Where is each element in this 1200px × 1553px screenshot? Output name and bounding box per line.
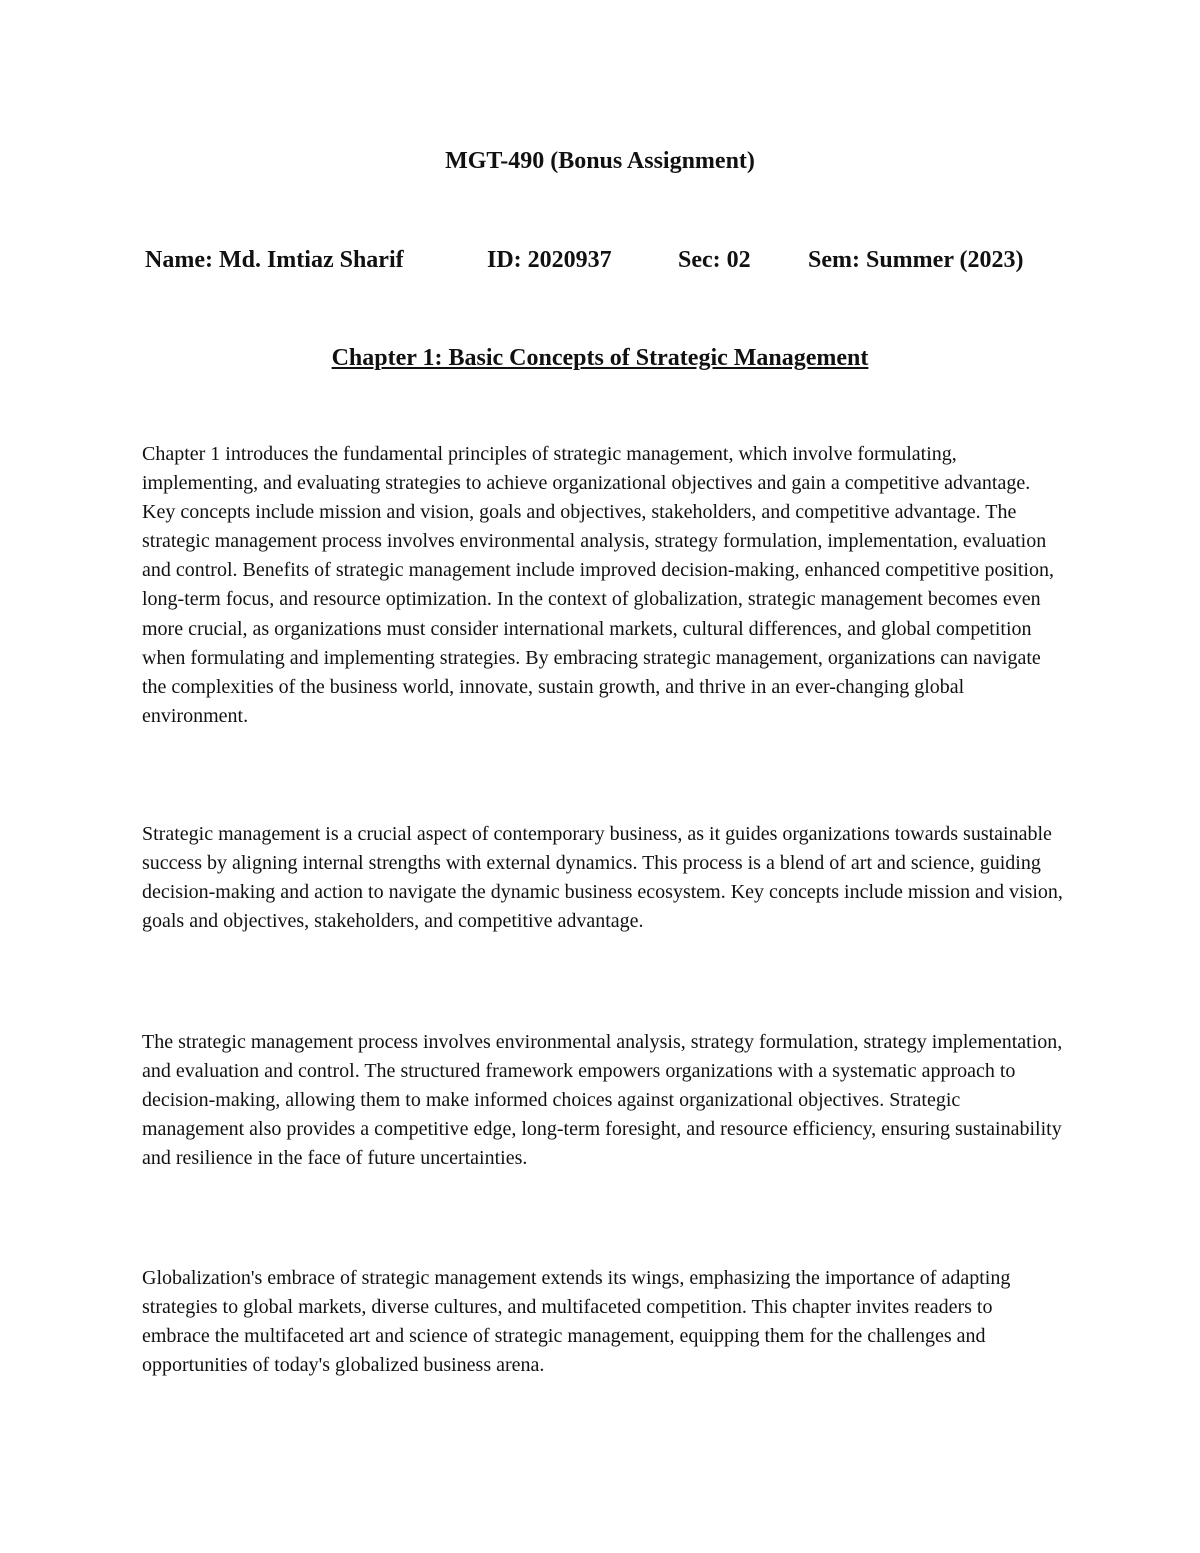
paragraph: Globalization's embrace of strategic management extends its wings, emphasizing the importance of adapting strategies to global markets, diverse cultures, and multifaceted competition. This chapter invites readers to embrace the multifaceted art and science of strategic management, equipping them for the challenges and opportunities of today's globalized business arena. <box>142 1267 1011 1377</box>
student-semester: Sem: Summer (2023) <box>808 247 1024 273</box>
student-id: ID: 2020937 <box>487 247 612 273</box>
paragraph: Strategic management is a crucial aspect of contemporary business, as it guides organizations towards sustainable success by aligning internal strengths with external dynamics. This process is a blend of art and science, guiding decision-making and action to navigate the dynamic business ecosystem. Key concepts include mission and vision, goals and objectives, stakeholders, and competitive advantage. <box>142 823 1063 933</box>
chapter-heading: Chapter 1: Basic Concepts of Strategic Management <box>331 345 869 371</box>
student-name: Name: Md. Imtiaz Sharif <box>145 247 404 273</box>
paragraph: Chapter 1 introduces the fundamental principles of strategic management, which involve formulating, implementing, and evaluating strategies to achieve organizational objectives and gain a competitive advantage. Key concepts include mission and vision, goals and objectives, stakeholders, and competitive advantage. The strategic management process involves environmental analysis, strategy formulation, implementation, evaluation and control. Benefits of strategic management include improved decision-making, enhanced competitive position, long-term focus, and resource optimization. In the context of globalization, strategic management becomes even more crucial, as organizations must consider international markets, cultural differences, and global competition when formulating and implementing strategies. By embracing strategic management, organizations can navigate the complexities of the business world, innovate, sustain growth, and thrive in an ever-changing global environment. <box>142 443 1054 727</box>
student-section: Sec: 02 <box>678 247 751 273</box>
document-title: MGT-490 (Bonus Assignment) <box>445 148 755 174</box>
paragraph: The strategic management process involves environmental analysis, strategy formulation, strategy implementation, and evaluation and control. The structured framework empowers organizations with a systematic approach to decision-making, allowing them to make informed choices against organizational objectives. Strategic management also provides a competitive edge, long-term foresight, and resource efficiency, ensuring sustainability and resilience in the face of future uncertainties. <box>142 1031 1063 1170</box>
